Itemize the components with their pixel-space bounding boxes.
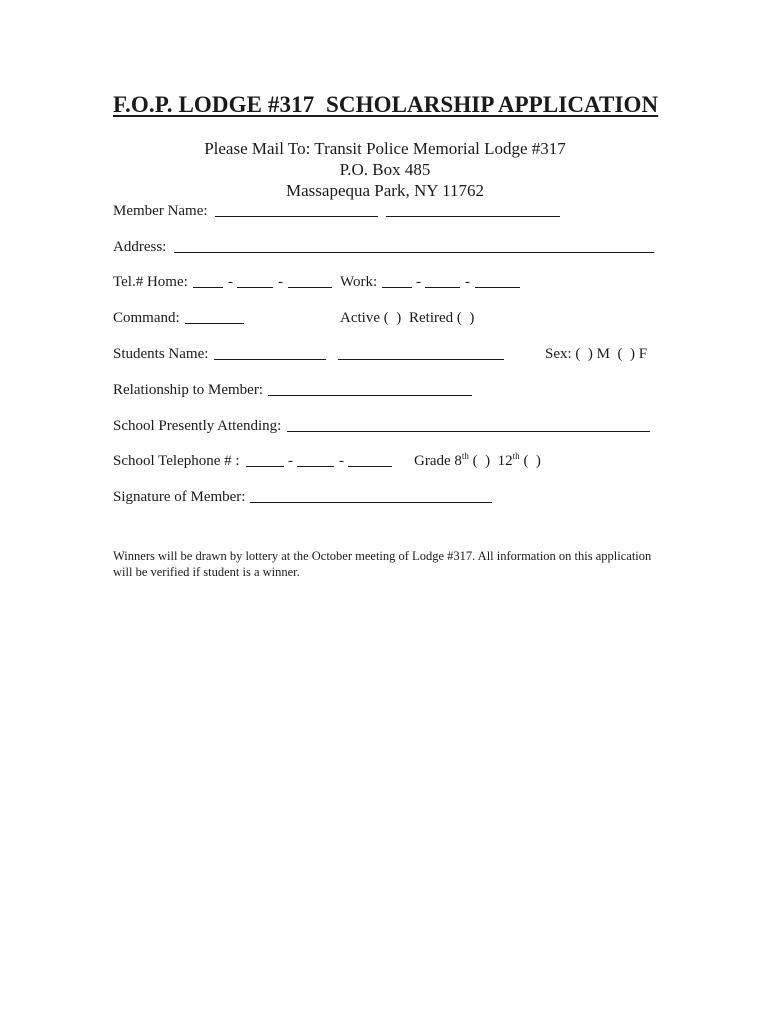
mail-line-3: Massapequa Park, NY 11762 bbox=[286, 181, 484, 200]
school-tel-area-field[interactable] bbox=[246, 466, 284, 467]
mail-line-1: Please Mail To: Transit Police Memorial Lodge #317 bbox=[204, 139, 566, 158]
member-name-first-field[interactable] bbox=[215, 216, 378, 217]
students-first-name-field[interactable] bbox=[214, 359, 326, 360]
signature-field[interactable] bbox=[250, 502, 492, 503]
tel-home-prefix-field[interactable] bbox=[237, 287, 273, 288]
lottery-note-line-1: Winners will be drawn by lottery at the October meeting of Lodge #317. All information on this application bbox=[113, 549, 652, 563]
sex-checkboxes[interactable]: Sex: ( ) M ( ) F bbox=[545, 346, 648, 362]
school-attending-field[interactable] bbox=[287, 431, 650, 432]
grade-8-checkbox-and-12[interactable]: ( ) 12 bbox=[468, 453, 513, 469]
form-title: F.O.P. LODGE #317 SCHOLARSHIP APPLICATION bbox=[113, 92, 659, 117]
tel-home-area-field[interactable] bbox=[193, 287, 223, 288]
grade-selection[interactable] bbox=[414, 452, 541, 470]
mail-line-2: P.O. Box 485 bbox=[339, 160, 431, 179]
school-tel-dash-1: - bbox=[288, 453, 293, 469]
tel-work-prefix-field[interactable] bbox=[425, 287, 460, 288]
tel-home-dash-1: - bbox=[228, 274, 233, 290]
command-label: Command: bbox=[113, 310, 180, 326]
signature-label: Signature of Member: bbox=[113, 489, 246, 505]
students-name-label: Students Name: bbox=[113, 346, 209, 362]
school-telephone-label: School Telephone # : bbox=[113, 453, 240, 469]
tel-work-dash-2: - bbox=[465, 274, 470, 290]
grade-12-suffix: th bbox=[512, 451, 520, 461]
tel-work-line-field[interactable] bbox=[475, 287, 520, 288]
command-field[interactable] bbox=[185, 323, 244, 324]
lottery-note bbox=[113, 548, 673, 580]
retired-checkbox[interactable]: Retired ( ) bbox=[409, 310, 475, 326]
member-name-label: Member Name: bbox=[113, 203, 208, 219]
grade-12-checkbox[interactable]: ( ) bbox=[519, 453, 541, 469]
school-tel-prefix-field[interactable] bbox=[297, 466, 334, 467]
school-tel-line-field[interactable] bbox=[348, 466, 392, 467]
active-checkbox[interactable]: Active ( ) bbox=[340, 310, 402, 326]
school-tel-dash-2: - bbox=[339, 453, 344, 469]
member-name-last-field[interactable] bbox=[386, 216, 560, 217]
grade-label: Grade 8 bbox=[414, 453, 462, 469]
students-last-name-field[interactable] bbox=[338, 359, 504, 360]
relationship-field[interactable] bbox=[268, 395, 472, 396]
tel-work-dash-1: - bbox=[416, 274, 421, 290]
tel-home-line-field[interactable] bbox=[288, 287, 332, 288]
mailing-address bbox=[160, 138, 610, 201]
lottery-note-line-2: will be verified if student is a winner. bbox=[113, 565, 300, 579]
tel-home-label: Tel.# Home: bbox=[113, 274, 188, 290]
grade-8-suffix: th bbox=[461, 451, 469, 461]
address-label: Address: bbox=[113, 239, 167, 255]
address-field[interactable] bbox=[174, 252, 654, 253]
tel-home-dash-2: - bbox=[278, 274, 283, 290]
relationship-label: Relationship to Member: bbox=[113, 382, 263, 398]
tel-work-area-field[interactable] bbox=[382, 287, 412, 288]
school-attending-label: School Presently Attending: bbox=[113, 418, 282, 434]
work-label: Work: bbox=[340, 274, 378, 290]
